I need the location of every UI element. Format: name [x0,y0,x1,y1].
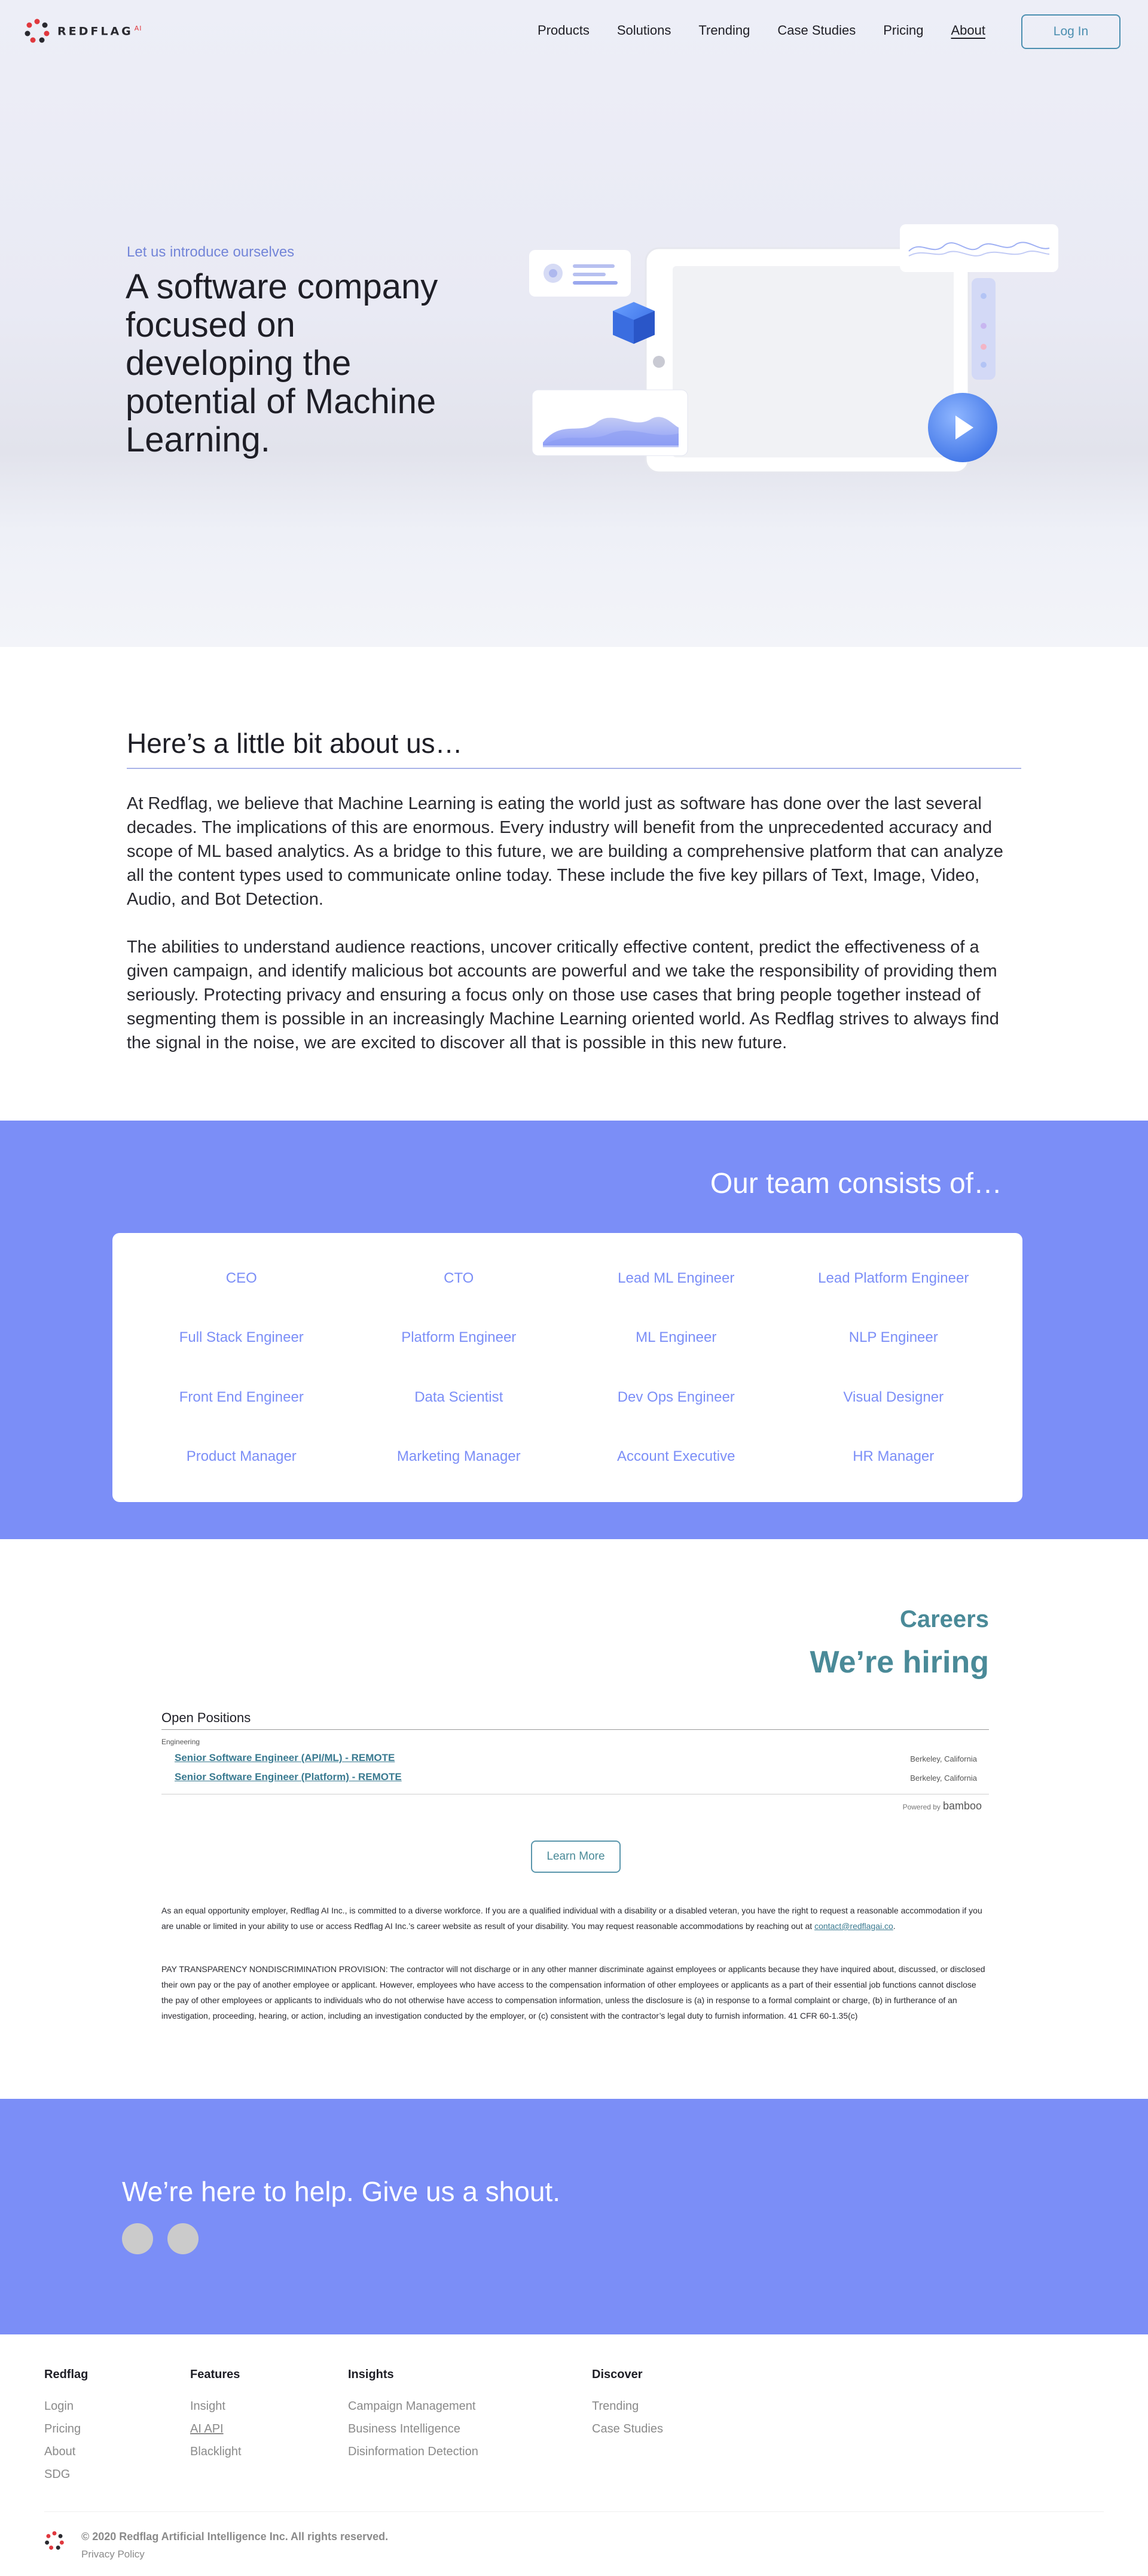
logo-text: REDFLAG $^{AI}$ [57,24,142,38]
team-role: Platform Engineer [401,1329,517,1346]
about-heading: Here’s a little bit about us… [127,728,463,759]
site-footer [0,2334,1148,2576]
nav-products[interactable]: Products [538,23,590,38]
bamboo-logo: bamboo [942,1800,982,1812]
team-role: CEO [225,1269,257,1286]
powered-by[interactable]: Powered by bamboo [902,1800,982,1812]
redflag-logo-icon [44,2531,65,2551]
footer-link-business-intelligence[interactable]: Business Intelligence [348,2422,460,2435]
job-location: Berkeley, California [910,1774,977,1783]
pay-transparency-statement: PAY TRANSPARENCY NONDISCRIMINATION PROVISION: The contractor will not discharge or in any other manner discriminate against employees or applicants because they have inquired about, discussed, or disclosed their own pay or the pay of another employee or applicant. However, employees who have access to the compensation information of other employees or applicants as a part of their essential job functions cannot disclose the pay of other employees or applicants to individuals who do not otherwise have access to compensation information, unless the disclosure is (a) in response to a formal complaint or charge, (b) in furtherance of an investigation, proceeding, hearing, or action, including an investigation conducted by the employer, or (c) consistent with the contractor’s legal duty to furnish information. 41 CFR 60-1.35(c) [161,1964,985,2020]
footer-column-title: Insights [348,2368,394,2381]
team-role: Full Stack Engineer [179,1329,304,1346]
redflag-logo-icon [24,18,50,44]
team-section [0,1121,1148,1539]
positions-divider [161,1729,989,1730]
footer-link-disinformation-detection[interactable]: Disinformation Detection [348,2445,478,2458]
department-label: Engineering [161,1738,200,1746]
footer-link-trending[interactable]: Trending [592,2400,639,2413]
nav-case-studies[interactable]: Case Studies [777,23,856,38]
learn-more-button[interactable]: Learn More [531,1841,621,1873]
footer-link-ai-api[interactable]: AI API [190,2422,224,2435]
careers-label: Careers [899,1606,989,1632]
team-role: Lead ML Engineer [618,1269,735,1286]
contact-email-link[interactable]: contact@redflagai.co [814,1921,893,1931]
team-role: ML Engineer [636,1329,717,1346]
social-icon[interactable] [167,2223,199,2254]
job-location: Berkeley, California [910,1754,977,1763]
team-role: Account Executive [617,1448,735,1465]
hero-eyebrow: Let us introduce ourselves [127,244,295,260]
about-paragraph-1: At Redflag, we believe that Machine Learning is eating the world just as software has done over the last several decades. The implications of this are enormous. Every industry will benefit from the unprecedented accuracy and scope of ML based analytics. As a bridge to this future, we are building a comprehensive platform that can analyze all the content types used to communicate online today. These include the five key pillars of Text, Image, Video, Audio, and Bot Detection. [127,794,1003,909]
hero-illustration [526,221,1064,484]
footer-column-title: Discover [592,2368,643,2381]
footer-link-case-studies[interactable]: Case Studies [592,2422,663,2435]
footer-link-login[interactable]: Login [44,2400,74,2413]
logo[interactable] [24,18,142,44]
team-role: Data Scientist [414,1388,503,1405]
footer-link-about[interactable]: About [44,2445,76,2458]
hero-section [0,0,1148,647]
careers-section [0,1539,1148,2099]
team-role: NLP Engineer [848,1329,938,1346]
site-header [0,0,1148,62]
footer-column-features [190,2368,242,2468]
about-section [0,647,1148,1121]
footer-column-title: Redflag [44,2368,88,2381]
about-divider [127,768,1021,769]
team-role: Front End Engineer [179,1388,304,1405]
job-link-platform[interactable]: Senior Software Engineer (Platform) - REMOTE [175,1771,402,1783]
footer-link-campaign-management[interactable]: Campaign Management [348,2400,476,2413]
nav-about[interactable]: About [951,23,985,38]
team-role: Visual Designer [843,1388,944,1405]
team-heading: Our team consists of… [710,1168,1002,1200]
team-role: HR Manager [853,1448,935,1465]
footer-link-blacklight[interactable]: Blacklight [190,2445,242,2458]
footer-link-insight[interactable]: Insight [190,2400,225,2413]
footer-column-redflag [44,2368,88,2490]
main-nav [538,23,985,38]
team-role: CTO [444,1269,474,1286]
login-button[interactable]: Log In [1021,14,1120,49]
contact-section [0,2099,1148,2334]
job-link-api-ml[interactable]: Senior Software Engineer (API/ML) - REMOTE [175,1752,395,1763]
team-role: Marketing Manager [396,1448,521,1465]
footer-column-discover [592,2368,663,2445]
footer-divider [44,2511,1104,2512]
open-positions-heading: Open Positions [161,1710,251,1725]
team-roles-card [112,1233,1022,1502]
footer-link-sdg[interactable]: SDG [44,2468,71,2481]
footer-link-pricing[interactable]: Pricing [44,2422,81,2435]
footer-column-insights [348,2368,478,2468]
social-icon[interactable] [122,2223,153,2254]
eeo-statement: As an equal opportunity employer, Redflag AI Inc., is committed to a diverse workforce. If you are a qualified individual with a disability or a disabled veteran, you have the right to request a reasonable accommodation if you are unable or limited in your ability to use or access Redflag AI Inc.’s career website as result of your disability. You may request reasonable accommodations by reaching out at contact@redflagai.co. [161,1906,982,1931]
team-role: Lead Platform Engineer [818,1269,969,1286]
careers-hiring-heading: We’re hiring [810,1645,989,1680]
nav-pricing[interactable]: Pricing [883,23,924,38]
team-role: Product Manager [186,1448,297,1465]
copyright-text: © 2020 Redflag Artificial Intelligence Inc. All rights reserved. [81,2531,389,2543]
nav-trending[interactable]: Trending [698,23,750,38]
about-paragraph-2: The abilities to understand audience reactions, uncover critically effective content, predict the effectiveness of a given campaign, and identify malicious bot accounts are powerful and we take the responsibility of providing them seriously. Protecting privacy and ensuring a focus only on those use cases that bring people together instead of segmenting them is possible in an increasingly Machine Learning oriented world. As Redflag strives to always find the signal in the noise, we are excited to discover all that is possible in this new future. [127,938,999,1052]
privacy-policy-link[interactable]: Privacy Policy [81,2548,145,2560]
team-role: Dev Ops Engineer [617,1388,735,1405]
hero-title: A software company focused on developing the potential of Machine Learning. [126,267,438,459]
contact-heading: We’re here to help. Give us a shout. [122,2176,560,2207]
footer-column-title: Features [190,2368,240,2381]
nav-solutions[interactable]: Solutions [616,23,671,38]
